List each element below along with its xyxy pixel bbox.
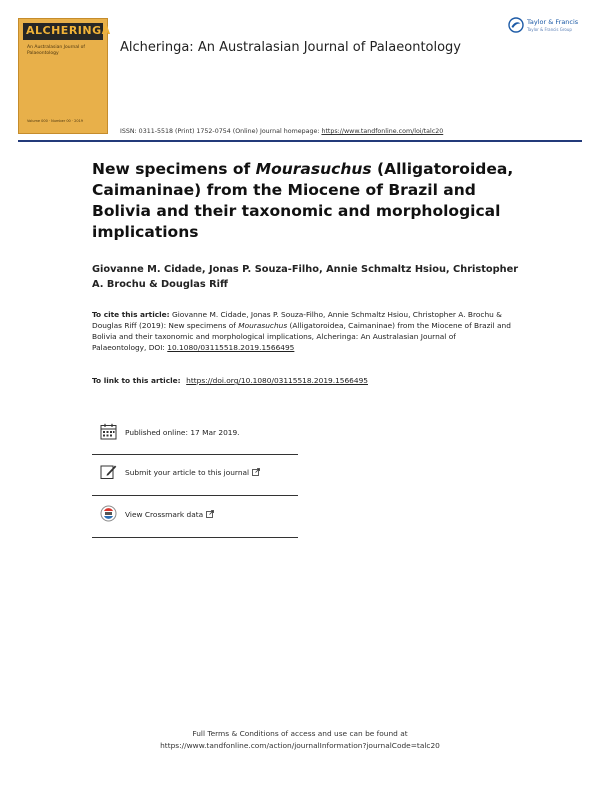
- info-divider: [92, 454, 298, 455]
- submit-article-link[interactable]: Submit your article to this journal: [125, 468, 250, 477]
- citation-text-before: Giovanne M. Cidade, Jonas P. Souza-Filho, Annie Schmaltz Hsiou, Christopher A. Brochu & Douglas Riff (2019): New specimens of: [92, 310, 502, 330]
- terms-footer: [0, 728, 600, 752]
- title-prefix: New specimens of: [92, 160, 256, 178]
- crossmark-link[interactable]: View Crossmark data: [125, 510, 204, 519]
- issn-line: [120, 128, 443, 135]
- journal-homepage-link[interactable]: https://www.tandfonline.com/loi/talc20: [321, 128, 444, 135]
- publisher-name: Taylor & Francis: [527, 18, 579, 26]
- publisher-tagline: Taylor & Francis Group: [527, 27, 572, 32]
- citation-text-after: (Alligatoroidea, Caimaninae) from the Miocene of Brazil and Bolivia and their taxonomic and morphological implications, Alcheringa: An Australasian Journal of Palaeontology, DOI:: [92, 321, 511, 352]
- article-title: [92, 159, 532, 243]
- edit-icon: [100, 463, 117, 480]
- citation-doi-link[interactable]: 10.1080/03115518.2019.1566495: [167, 343, 295, 352]
- header-divider: [18, 140, 582, 142]
- journal-cover-image: [18, 18, 111, 134]
- footer-line-1: Full Terms & Conditions of access and use can be found at: [192, 729, 408, 738]
- article-doi-url-link[interactable]: https://doi.org/10.1080/03115518.2019.1566495: [186, 376, 368, 385]
- citation-genus: Mourasuchus: [238, 321, 288, 330]
- submit-article-label-wrap: [125, 468, 260, 477]
- cover-footer: Volume 000 · Number 00 · 2019: [27, 119, 84, 123]
- crossmark-label-wrap: [125, 510, 214, 519]
- citation-block: [92, 309, 512, 353]
- citation-label: To cite this article:: [92, 310, 170, 319]
- published-online-row: [92, 420, 298, 448]
- crossmark-icon: [100, 505, 117, 522]
- issn-text: ISSN: 0311-5518 (Print) 1752-0754 (Online) Journal homepage:: [120, 128, 322, 135]
- crossmark-row[interactable]: [92, 502, 298, 530]
- title-genus: Mourasuchus: [255, 160, 372, 178]
- journal-title: Alcheringa: An Australasian Journal of Palaeontology: [120, 40, 462, 55]
- article-authors: Giovanne M. Cidade, Jonas P. Souza-Filho, Annie Schmaltz Hsiou, Christopher A. Brochu & Douglas Riff: [92, 264, 519, 290]
- publisher-logo: [508, 17, 584, 35]
- publisher-logo-icon: [508, 17, 524, 33]
- info-divider: [92, 495, 298, 496]
- info-divider: [92, 537, 298, 538]
- cover-journal-name: ALCHERINGA: [26, 24, 111, 37]
- footer-terms-link[interactable]: https://www.tandfonline.com/action/journalInformation?journalCode=talc20: [160, 741, 440, 750]
- submit-article-row[interactable]: [92, 460, 298, 488]
- article-link-line: [92, 376, 532, 385]
- title-suffix: (Alligatoroidea, Caimaninae) from the Miocene of Brazil and Bolivia and their taxonomic and morphological implications: [92, 160, 514, 241]
- cover-title-band: [23, 23, 111, 40]
- external-link-icon: [206, 510, 214, 518]
- cover-subtitle: An Australasian Journal of Palaeontology: [27, 45, 85, 56]
- article-link-label: To link to this article:: [92, 376, 184, 385]
- calendar-icon: [100, 423, 117, 440]
- published-date-text: Published online: 17 Mar 2019.: [125, 428, 240, 437]
- external-link-icon: [252, 468, 260, 476]
